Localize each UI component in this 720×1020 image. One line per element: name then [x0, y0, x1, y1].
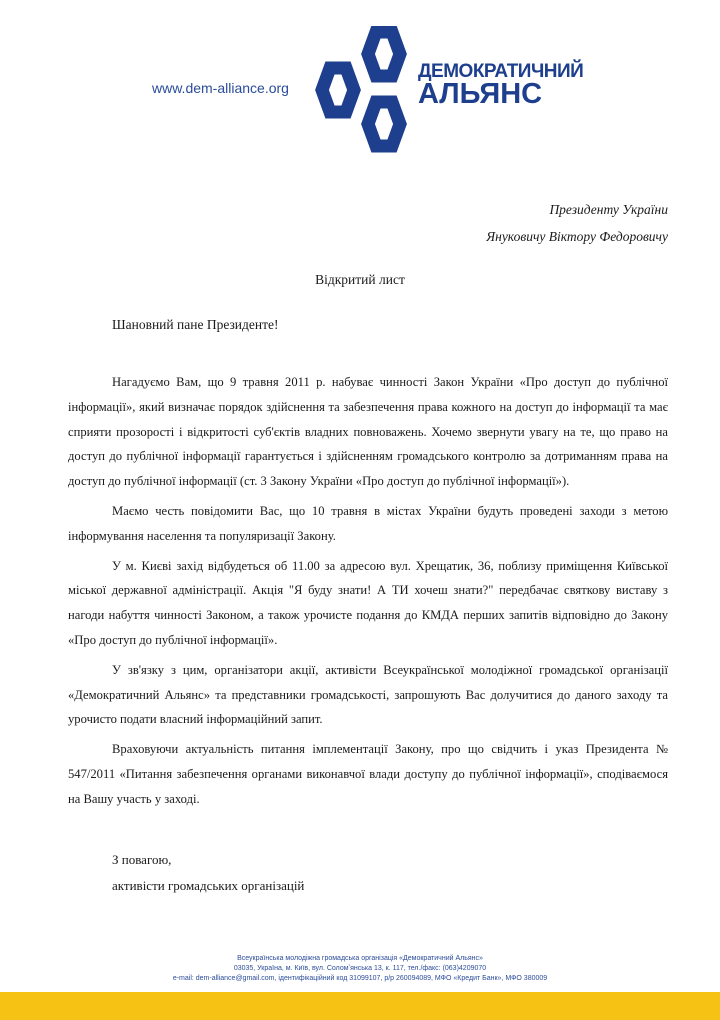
- site-url-link[interactable]: www.dem-alliance.org: [152, 80, 289, 96]
- footer-line3: e-mail: dem-alliance@gmail.com, ідентифікаційний код 31099107, р/р 260094089, МФО «Кредит Банк», МФО 380009: [172, 975, 548, 982]
- addressee-block: [486, 196, 668, 250]
- paragraph-1: Нагадуємо Вам, що 9 травня 2011 р. набуває чинності Закон України «Про доступ до публічної інформації», який визначає порядок здійснення та забезпечення права кожного на доступ до інформації та має сприяти прозорості і відкритості суб'єктів владних повноважень. Хочемо звернути увагу на те, що право на доступ до публічної інформації гарантується і здійсненням громадського контролю за дотриманням права на доступ до публічної інформації (ст. 3 Закону України «Про доступ до публічної інформації»).: [68, 375, 668, 489]
- brand-line1: ДЕМОКРАТИЧНИЙ: [418, 61, 584, 82]
- footer-line1: Всеукраїнська молодіжна громадська організація «Демократичний Альянс»: [237, 955, 483, 962]
- letter-body: [68, 370, 668, 817]
- letterhead: [0, 0, 720, 170]
- document-title: Відкритий лист: [315, 272, 405, 287]
- hexagon-cluster-icon: [298, 26, 422, 158]
- closing-block: [112, 847, 304, 899]
- footer-bar: [0, 992, 720, 1020]
- footer-contacts: [0, 954, 720, 984]
- greeting: Шановний пане Президенте!: [112, 317, 279, 332]
- brand-line2: АЛЬЯНС: [418, 78, 543, 110]
- paragraph-2: Маємо честь повідомити Вас, що 10 травня в містах України будуть проведені заходи з метою інформування населення та популяризації Закону.: [68, 503, 668, 543]
- paragraph-5: Враховуючи актуальність питання імплементації Закону, про що свідчить і указ Президента № 547/2011 «Питання забезпечення органами виконавчої влади доступу до публічної інформації», сподіваємося на Вашу участь у заході.: [68, 742, 668, 806]
- closing-signature: активісти громадських організацій: [112, 878, 305, 893]
- paragraph-3: У м. Києві захід відбудеться об 11.00 за адресою вул. Хрещатик, 36, поблизу приміщення Київської міської державної адміністрації. Акція "Я буду знати! А ТИ хочеш знати?" передбачає святкову виставу з нагоди набуття чинності Законом, а також урочисте подання до КМДА перших запитів відповідно до Закону «Про доступ до публічної інформації».: [68, 558, 668, 647]
- closing-line1: З повагою,: [112, 852, 172, 867]
- footer-line2: 03035, Україна, м. Київ, вул. Соломʼянська 13, к. 117, тел./факс: (063)4209070: [233, 965, 487, 972]
- addressee-line2: Януковичу Віктору Федоровичу: [486, 229, 668, 244]
- paragraph-4: У зв'язку з цим, організатори акції, активісти Всеукраїнської молодіжної громадської організації «Демократичний Альянс» та представники громадськості, запрошують Вас долучитися до даного заходу та урочисто подати власний інформаційний запит.: [68, 662, 668, 727]
- brand-name: [418, 62, 583, 109]
- addressee-line1: Президенту України: [549, 202, 668, 217]
